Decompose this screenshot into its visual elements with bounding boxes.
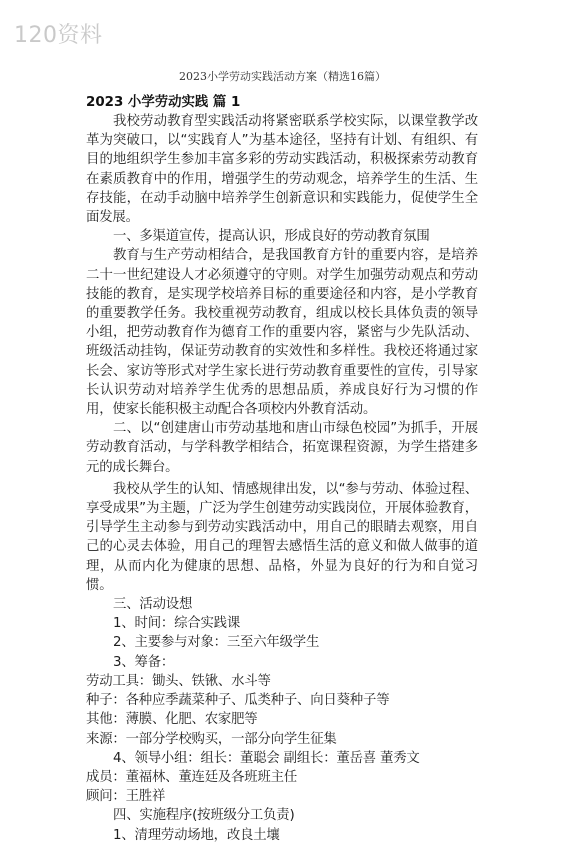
section-heading: 2023 小学劳动实践 篇 1 — [86, 95, 241, 110]
watermark: 120资料 — [14, 23, 103, 48]
list-item: 1、清理劳动场地，改良土壤 — [113, 827, 280, 843]
list-item: 成员：董福林、董连廷及各班班主任 — [86, 769, 298, 785]
point4-title: 四、实施程序(按班级分工负责) — [113, 808, 295, 824]
list-item: 种子：各种应季蔬菜种子、瓜类种子、向日葵种子等 — [86, 693, 390, 709]
list-item: 劳动工具：锄头、铁锹、水斗等 — [86, 673, 271, 689]
document-body — [86, 93, 478, 845]
list-item: 其他：薄膜、化肥、农家肥等 — [86, 712, 258, 728]
list-item: 4、领导小组：组长：董聪会 副组长：董岳喜 董秀文 — [113, 750, 420, 766]
list-item: 2、主要参与对象：三至六年级学生 — [113, 635, 320, 651]
document-title: 2023小学劳动实践活动方案（精选16篇） — [179, 70, 386, 83]
point2-body-paragraph: 我校从学生的认知、情感规律出发，以“参与劳动、体验过程、享受成果”为主题，广泛为学生创建劳动实践岗位，开展体验教育，引导学生主动参与到劳动实践活动中，用自己的眼睛去观察，用自己的心灵去体验，用自己的理智去感悟生活的意义和做人做事的道理，从而内化为健康的思想、品格，外显为良好的行为和自觉习惯。 — [86, 481, 478, 593]
list-item: 顾问：王胜祥 — [86, 789, 166, 805]
point3-title: 三、活动设想 — [113, 597, 193, 613]
point1-title: 一、多渠道宣传，提高认识，形成良好的劳动教育氛围 — [113, 229, 430, 245]
point2-paragraph: 二、以“创建唐山市劳动基地和唐山市绿色校园”为抓手，开展劳动教育活动，与学科教学相结合，拓宽课程资源，为学生搭建多元的成长舞台。 — [86, 421, 478, 475]
list-item: 来源：一部分学校购买，一部分向学生征集 — [86, 731, 337, 747]
list-item: 1、时间：综合实践课 — [113, 616, 241, 632]
point1-paragraph: 教育与生产劳动相结合，是我国教育方针的重要内容，是培养二十一世纪建设人才必须遵守的守则。对学生加强劳动观点和劳动技能的教育，是实现学校培养目标的重要途径和内容，是小学教育的重要教学任务。我校重视劳动教育，组成以校长具体负责的领导小组，把劳动教育作为德育工作的重要内容，紧密与少先队活动、班级活动挂钩，保证劳动教育的实效性和多样性。我校还将通过家长会、家访等形式对学生家长进行劳动教育重要性的宣传，引导家长认识劳动对培养学生优秀的思想品质，养成良好行为习惯的作用，使家长能积极主动配合各项校内外教育活动。 — [86, 248, 478, 418]
intro-paragraph: 我校劳动教育型实践活动将紧密联系学校实际，以课堂教学改革为突破口，以“实践育人”为基本途径，坚持有计划、有组织、有目的地组织学生参加丰富多彩的劳动实践活动，积极探索劳动教育在素质教育中的作用，增强学生的劳动观念，培养学生的生活、生存技能，在动手动脑中培养学生创新意识和实践能力，促使学生全面发展。 — [86, 114, 478, 226]
list-item: 3、筹备： — [113, 654, 175, 670]
